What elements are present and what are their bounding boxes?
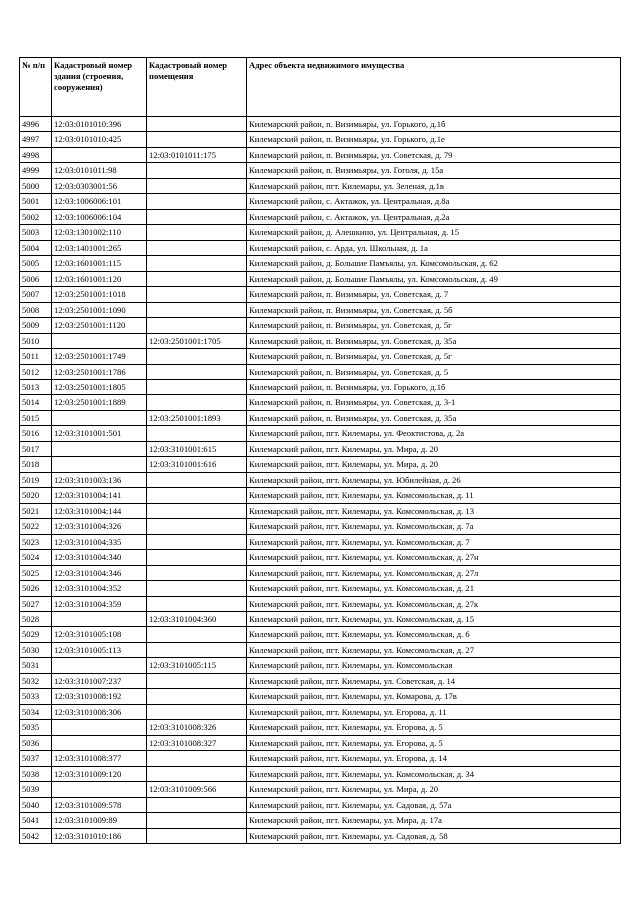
table-header-row (20, 58, 621, 117)
cell-premises-cadastral (147, 596, 247, 611)
cell-address: Килемарский район, пгт. Килемары, ул. Комсомольская, д. 27н (247, 550, 621, 565)
table-row (20, 410, 621, 425)
cell-address: Килемарский район, пгт. Килемары, ул. Комсомольская, д. 27 (247, 642, 621, 657)
cell-row-number: 5031 (20, 658, 52, 673)
cell-building-cadastral: 12:03:3101004:326 (52, 519, 147, 534)
table-row (20, 581, 621, 596)
cell-row-number: 5017 (20, 441, 52, 456)
cell-row-number: 5009 (20, 318, 52, 333)
cell-address: Килемарский район, п. Визимьяры, ул. Советская, д. 5г (247, 349, 621, 364)
cell-building-cadastral: 12:03:3101009:578 (52, 797, 147, 812)
cell-premises-cadastral: 12:03:3101008:326 (147, 720, 247, 735)
cell-address: Килемарский район, пгт. Килемары, ул. Комсомольская, д. 21 (247, 581, 621, 596)
table-row (20, 147, 621, 162)
cell-row-number: 5022 (20, 519, 52, 534)
cell-row-number: 5037 (20, 751, 52, 766)
table-row (20, 550, 621, 565)
cell-address: Килемарский район, п. Визимьяры, ул. Горького, д.1е (247, 132, 621, 147)
cell-address: Килемарский район, пгт. Килемары, ул. Комсомольская (247, 658, 621, 673)
cell-building-cadastral: 12:03:3101008:306 (52, 704, 147, 719)
cell-row-number: 5019 (20, 472, 52, 487)
cell-premises-cadastral (147, 240, 247, 255)
cell-building-cadastral: 12:03:3101009:120 (52, 766, 147, 781)
cell-address: Килемарский район, п. Визимьяры, ул. Советская, д. 5б (247, 302, 621, 317)
cell-address: Килемарский район, пгт. Килемары, ул. Комсомольская, д. 7а (247, 519, 621, 534)
cell-premises-cadastral (147, 673, 247, 688)
cell-building-cadastral (52, 441, 147, 456)
table-row (20, 117, 621, 132)
cell-building-cadastral (52, 735, 147, 750)
cell-row-number: 5023 (20, 534, 52, 549)
cell-address: Килемарский район, п. Визимьяры, ул. Советская, д. 35а (247, 333, 621, 348)
cell-premises-cadastral (147, 395, 247, 410)
cell-address: Килемарский район, пгт. Килемары, ул. Комсомольская, д. 34 (247, 766, 621, 781)
cell-premises-cadastral (147, 287, 247, 302)
header-row-number: № п/п (20, 58, 52, 117)
cell-row-number: 5015 (20, 410, 52, 425)
cell-building-cadastral: 12:03:2501001:1018 (52, 287, 147, 302)
cell-building-cadastral: 12:03:2501001:1889 (52, 395, 147, 410)
cell-row-number: 5011 (20, 349, 52, 364)
cell-premises-cadastral (147, 364, 247, 379)
table-row (20, 240, 621, 255)
cell-address: Килемарский район, пгт. Килемары, ул. Советская, д. 14 (247, 673, 621, 688)
table-row (20, 395, 621, 410)
cell-building-cadastral (52, 333, 147, 348)
cell-address: Килемарский район, пгт. Килемары, ул. Зеленая, д.1в (247, 178, 621, 193)
cell-address: Килемарский район, пгт. Килемары, ул. Комсомольская, д. 27л (247, 565, 621, 580)
cell-premises-cadastral: 12:03:3101005:115 (147, 658, 247, 673)
cell-row-number: 5039 (20, 782, 52, 797)
cell-row-number: 5042 (20, 828, 52, 843)
cell-building-cadastral: 12:03:1601001:120 (52, 271, 147, 286)
table-row (20, 642, 621, 657)
table-row (20, 364, 621, 379)
table-row (20, 720, 621, 735)
cell-building-cadastral: 12:03:3101005:108 (52, 627, 147, 642)
cell-address: Килемарский район, пгт. Килемары, ул. Комсомольская, д. 11 (247, 488, 621, 503)
cell-address: Килемарский район, пгт. Килемары, ул. Комсомольская, д. 7 (247, 534, 621, 549)
cell-building-cadastral (52, 782, 147, 797)
cell-premises-cadastral (147, 519, 247, 534)
cell-building-cadastral: 12:03:0101011:98 (52, 163, 147, 178)
cell-building-cadastral: 12:03:3101003:136 (52, 472, 147, 487)
cell-address: Килемарский район, пгт. Килемары, ул. Мира, д. 20 (247, 782, 621, 797)
cell-premises-cadastral (147, 766, 247, 781)
cell-building-cadastral: 12:03:3101008:377 (52, 751, 147, 766)
table-row (20, 751, 621, 766)
cell-building-cadastral (52, 720, 147, 735)
cell-building-cadastral: 12:03:3101004:141 (52, 488, 147, 503)
cell-row-number: 5004 (20, 240, 52, 255)
cell-premises-cadastral (147, 318, 247, 333)
cell-row-number: 4998 (20, 147, 52, 162)
cell-row-number: 5010 (20, 333, 52, 348)
cell-premises-cadastral: 12:03:3101004:360 (147, 612, 247, 627)
cell-address: Килемарский район, д. Алешкино, ул. Центральная, д. 15 (247, 225, 621, 240)
cell-row-number: 5034 (20, 704, 52, 719)
cell-address: Килемарский район, пгт. Килемары, ул. Садовая, д. 58 (247, 828, 621, 843)
cell-premises-cadastral (147, 797, 247, 812)
table-row (20, 596, 621, 611)
cell-address: Килемарский район, пгт. Килемары, ул. Егорова, д. 11 (247, 704, 621, 719)
table-row (20, 503, 621, 518)
cell-row-number: 5036 (20, 735, 52, 750)
cell-building-cadastral: 12:03:3101001:501 (52, 426, 147, 441)
table-row (20, 472, 621, 487)
cell-address: Килемарский район, пгт. Килемары, ул. Юбилейная, д. 26 (247, 472, 621, 487)
cell-premises-cadastral (147, 550, 247, 565)
cell-building-cadastral (52, 658, 147, 673)
cell-building-cadastral (52, 410, 147, 425)
table-row (20, 627, 621, 642)
table-row (20, 457, 621, 472)
cell-row-number: 5001 (20, 194, 52, 209)
cell-building-cadastral: 12:03:1401001:265 (52, 240, 147, 255)
table-row (20, 612, 621, 627)
cell-address: Килемарский район, пгт. Килемары, ул. Комсомольская, д. 13 (247, 503, 621, 518)
table-row (20, 565, 621, 580)
cell-address: Килемарский район, с. Актажок, ул. Центральная, д.8а (247, 194, 621, 209)
cell-row-number: 4999 (20, 163, 52, 178)
property-table (19, 57, 621, 844)
cell-address: Килемарский район, п. Визимьяры, ул. Советская, д. 35а (247, 410, 621, 425)
cell-address: Килемарский район, д. Большие Памъялы, ул. Комсомольская, д. 62 (247, 256, 621, 271)
cell-premises-cadastral: 12:03:3101008:327 (147, 735, 247, 750)
cell-row-number: 5005 (20, 256, 52, 271)
table-row (20, 766, 621, 781)
table-row (20, 689, 621, 704)
cell-building-cadastral: 12:03:0101010:425 (52, 132, 147, 147)
cell-premises-cadastral (147, 813, 247, 828)
cell-row-number: 5002 (20, 209, 52, 224)
cell-building-cadastral: 12:03:3101004:352 (52, 581, 147, 596)
cell-row-number: 5007 (20, 287, 52, 302)
cell-building-cadastral: 12:03:3101004:359 (52, 596, 147, 611)
cell-building-cadastral: 12:03:3101004:335 (52, 534, 147, 549)
cell-building-cadastral (52, 457, 147, 472)
cell-building-cadastral: 12:03:1601001:115 (52, 256, 147, 271)
cell-premises-cadastral (147, 627, 247, 642)
cell-address: Килемарский район, пгт. Килемары, ул. Комарова, д. 17в (247, 689, 621, 704)
cell-row-number: 5013 (20, 379, 52, 394)
cell-address: Килемарский район, п. Визимьяры, ул. Советская, д. 5 (247, 364, 621, 379)
cell-premises-cadastral (147, 379, 247, 394)
cell-row-number: 5032 (20, 673, 52, 688)
table-row (20, 519, 621, 534)
cell-row-number: 5018 (20, 457, 52, 472)
header-building-cadastral: Кадастровый номер здания (строения, сооружения) (52, 58, 147, 117)
cell-building-cadastral: 12:03:0101010:396 (52, 117, 147, 132)
cell-premises-cadastral (147, 488, 247, 503)
cell-address: Килемарский район, пгт. Килемары, ул. Егорова, д. 5 (247, 720, 621, 735)
cell-building-cadastral: 12:03:3101010:186 (52, 828, 147, 843)
cell-row-number: 5029 (20, 627, 52, 642)
cell-building-cadastral: 12:03:3101004:346 (52, 565, 147, 580)
table-row (20, 163, 621, 178)
cell-address: Килемарский район, п. Визимьяры, ул. Советская, д. 5г (247, 318, 621, 333)
table-row (20, 209, 621, 224)
table-row (20, 132, 621, 147)
cell-premises-cadastral: 12:03:3101001:616 (147, 457, 247, 472)
cell-address: Килемарский район, п. Визимьяры, ул. Горького, д.1б (247, 379, 621, 394)
cell-building-cadastral: 12:03:3101004:340 (52, 550, 147, 565)
cell-premises-cadastral (147, 503, 247, 518)
cell-row-number: 4996 (20, 117, 52, 132)
cell-row-number: 5025 (20, 565, 52, 580)
table-row (20, 194, 621, 209)
cell-premises-cadastral (147, 349, 247, 364)
cell-row-number: 5020 (20, 488, 52, 503)
cell-building-cadastral: 12:03:2501001:1120 (52, 318, 147, 333)
cell-premises-cadastral (147, 642, 247, 657)
cell-address: Килемарский район, пгт. Килемары, ул. Мира, д. 20 (247, 457, 621, 472)
table-row (20, 318, 621, 333)
cell-building-cadastral: 12:03:3101004:144 (52, 503, 147, 518)
cell-building-cadastral: 12:03:3101005:113 (52, 642, 147, 657)
table-row (20, 441, 621, 456)
cell-premises-cadastral (147, 194, 247, 209)
cell-row-number: 5040 (20, 797, 52, 812)
cell-premises-cadastral: 12:03:0101011:175 (147, 147, 247, 162)
cell-address: Килемарский район, пгт. Килемары, ул. Егорова, д. 14 (247, 751, 621, 766)
table-row (20, 379, 621, 394)
cell-row-number: 5008 (20, 302, 52, 317)
cell-address: Килемарский район, п. Визимьяры, ул. Советская, д. 7 (247, 287, 621, 302)
cell-building-cadastral: 12:03:3101007:237 (52, 673, 147, 688)
cell-row-number: 5041 (20, 813, 52, 828)
cell-address: Килемарский район, пгт. Килемары, ул. Садовая, д. 57а (247, 797, 621, 812)
cell-building-cadastral: 12:03:1301002:110 (52, 225, 147, 240)
cell-address: Килемарский район, пгт. Килемары, ул. Мира, д. 17а (247, 813, 621, 828)
cell-address: Килемарский район, пгт. Килемары, ул. Феоктистова, д. 2а (247, 426, 621, 441)
cell-premises-cadastral (147, 534, 247, 549)
cell-building-cadastral: 12:03:2501001:1786 (52, 364, 147, 379)
cell-address: Килемарский район, п. Визимьяры, ул. Советская, д. 79 (247, 147, 621, 162)
cell-building-cadastral: 12:03:1006006:101 (52, 194, 147, 209)
header-premises-cadastral: Кадастровый номер помещения (147, 58, 247, 117)
table-row (20, 488, 621, 503)
cell-address: Килемарский район, д. Большие Памъялы, ул. Комсомольская, д. 49 (247, 271, 621, 286)
cell-row-number: 4997 (20, 132, 52, 147)
cell-row-number: 5035 (20, 720, 52, 735)
table-row (20, 333, 621, 348)
table-row (20, 225, 621, 240)
cell-address: Килемарский район, пгт. Килемары, ул. Мира, д. 20 (247, 441, 621, 456)
cell-address: Килемарский район, пгт. Килемары, ул. Комсомольская, д. 15 (247, 612, 621, 627)
cell-address: Килемарский район, п. Визимьяры, ул. Горького, д.1б (247, 117, 621, 132)
table-row (20, 782, 621, 797)
table-row (20, 704, 621, 719)
cell-premises-cadastral (147, 472, 247, 487)
cell-address: Килемарский район, пгт. Килемары, ул. Комсомольская, д. 6 (247, 627, 621, 642)
cell-address: Килемарский район, п. Визимьяры, ул. Советская, д. 3-1 (247, 395, 621, 410)
cell-premises-cadastral: 12:03:2501001:1893 (147, 410, 247, 425)
cell-premises-cadastral (147, 751, 247, 766)
table-row (20, 813, 621, 828)
table-row (20, 271, 621, 286)
cell-premises-cadastral (147, 209, 247, 224)
cell-building-cadastral: 12:03:0303001:56 (52, 178, 147, 193)
cell-building-cadastral: 12:03:2501001:1749 (52, 349, 147, 364)
cell-address: Килемарский район, пгт. Килемары, ул. Комсомольская, д. 27к (247, 596, 621, 611)
cell-row-number: 5026 (20, 581, 52, 596)
cell-premises-cadastral (147, 689, 247, 704)
cell-row-number: 5016 (20, 426, 52, 441)
cell-premises-cadastral: 12:03:3101001:615 (147, 441, 247, 456)
table-row (20, 534, 621, 549)
table-row (20, 178, 621, 193)
cell-row-number: 5014 (20, 395, 52, 410)
cell-building-cadastral: 12:03:1006006:104 (52, 209, 147, 224)
cell-building-cadastral (52, 612, 147, 627)
cell-row-number: 5012 (20, 364, 52, 379)
cell-row-number: 5006 (20, 271, 52, 286)
cell-address: Килемарский район, с. Актажок, ул. Центральная, д.2а (247, 209, 621, 224)
cell-premises-cadastral (147, 302, 247, 317)
cell-premises-cadastral (147, 117, 247, 132)
cell-premises-cadastral (147, 828, 247, 843)
cell-premises-cadastral (147, 132, 247, 147)
cell-premises-cadastral (147, 225, 247, 240)
table-row (20, 256, 621, 271)
cell-row-number: 5028 (20, 612, 52, 627)
cell-row-number: 5027 (20, 596, 52, 611)
cell-building-cadastral: 12:03:3101009:89 (52, 813, 147, 828)
cell-row-number: 5030 (20, 642, 52, 657)
cell-row-number: 5003 (20, 225, 52, 240)
table-row (20, 828, 621, 843)
table-body (20, 117, 621, 844)
cell-premises-cadastral (147, 256, 247, 271)
table-row (20, 287, 621, 302)
cell-row-number: 5033 (20, 689, 52, 704)
cell-row-number: 5038 (20, 766, 52, 781)
cell-premises-cadastral (147, 426, 247, 441)
cell-premises-cadastral: 12:03:3101009:566 (147, 782, 247, 797)
cell-premises-cadastral (147, 581, 247, 596)
cell-row-number: 5024 (20, 550, 52, 565)
cell-address: Килемарский район, с. Арда, ул. Школьная, д. 1а (247, 240, 621, 255)
cell-address: Килемарский район, п. Визимьяры, ул. Гоголя, д. 15а (247, 163, 621, 178)
cell-premises-cadastral (147, 565, 247, 580)
cell-row-number: 5021 (20, 503, 52, 518)
table-row (20, 673, 621, 688)
header-address: Адрес объекта недвижимого имущества (247, 58, 621, 117)
table-row (20, 735, 621, 750)
table-row (20, 349, 621, 364)
table-row (20, 797, 621, 812)
table-row (20, 658, 621, 673)
cell-building-cadastral: 12:03:2501001:1090 (52, 302, 147, 317)
cell-premises-cadastral (147, 163, 247, 178)
cell-building-cadastral (52, 147, 147, 162)
cell-row-number: 5000 (20, 178, 52, 193)
cell-building-cadastral: 12:03:3101008:192 (52, 689, 147, 704)
cell-premises-cadastral: 12:03:2501001:1705 (147, 333, 247, 348)
cell-premises-cadastral (147, 271, 247, 286)
cell-premises-cadastral (147, 704, 247, 719)
cell-address: Килемарский район, пгт. Килемары, ул. Егорова, д. 5 (247, 735, 621, 750)
table-row (20, 302, 621, 317)
table-row (20, 426, 621, 441)
document-page (19, 57, 621, 844)
cell-premises-cadastral (147, 178, 247, 193)
cell-building-cadastral: 12:03:2501001:1805 (52, 379, 147, 394)
